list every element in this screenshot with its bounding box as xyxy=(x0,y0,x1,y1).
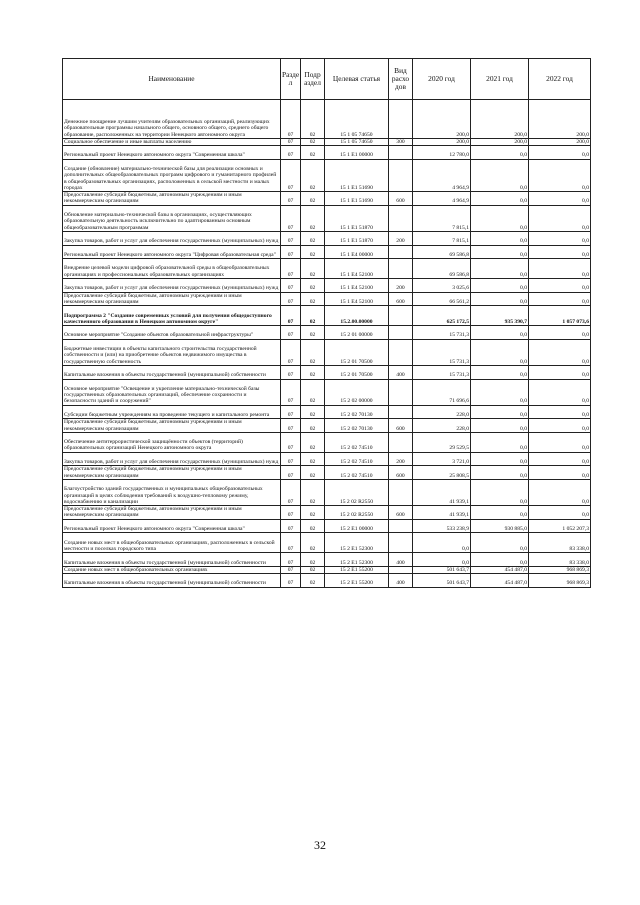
table-row xyxy=(63,231,591,245)
cell-2022: 200,0 xyxy=(529,138,591,145)
cell-podrazdel: 02 xyxy=(301,419,325,433)
cell-statya: 15 2 02 00000 xyxy=(325,379,389,405)
cell-statya: 15 1 E4 00000 xyxy=(325,245,389,259)
table-row xyxy=(63,452,591,466)
budget-table xyxy=(62,58,591,588)
cell-vid xyxy=(389,479,413,505)
cell-statya: 15.2.00.00000 xyxy=(325,306,389,326)
cell-vid xyxy=(389,519,413,533)
cell-podrazdel: 02 xyxy=(301,205,325,231)
cell-vid xyxy=(389,533,413,553)
cell-podrazdel: 02 xyxy=(301,292,325,306)
cell-name: Региональный проект Ненецкого автономного округа "Современная школа" xyxy=(63,519,281,533)
cell-razdel: 07 xyxy=(281,245,301,259)
cell-statya: 15 1 E1 51690 xyxy=(325,192,389,206)
cell-2020: 228,0 xyxy=(413,405,471,419)
cell-2021: 0,0 xyxy=(471,432,529,452)
cell-podrazdel: 02 xyxy=(301,519,325,533)
table-row xyxy=(63,146,591,160)
cell-statya: 15 1 E4 52100 xyxy=(325,279,389,293)
cell-2021: 935 390,7 xyxy=(471,306,529,326)
cell-vid: 600 xyxy=(389,192,413,206)
table-row xyxy=(63,306,591,326)
cell-podrazdel: 02 xyxy=(301,479,325,505)
cell-razdel: 07 xyxy=(281,205,301,231)
table-row xyxy=(63,192,591,206)
cell-2022: 968 869,3 xyxy=(529,566,591,573)
cell-podrazdel: 02 xyxy=(301,306,325,326)
cell-2020: 0,0 xyxy=(413,553,471,567)
cell-razdel: 07 xyxy=(281,519,301,533)
cell-statya: 15 2 02 70130 xyxy=(325,405,389,419)
cell-2020: 41 939,1 xyxy=(413,506,471,520)
cell-statya: 15 2 02 R2550 xyxy=(325,506,389,520)
table-row xyxy=(63,259,591,279)
cell-razdel: 07 xyxy=(281,326,301,340)
cell-razdel: 07 xyxy=(281,159,301,192)
cell-statya: 15 2 E1 00000 xyxy=(325,519,389,533)
cell-podrazdel: 02 xyxy=(301,231,325,245)
cell-vid: 400 xyxy=(389,365,413,379)
cell-name: Предоставление субсидий бюджетным, автономным учреждениям и иным некоммерческим организациям xyxy=(63,466,281,480)
cell-vid: 400 xyxy=(389,553,413,567)
cell-statya: 15 2 E1 52300 xyxy=(325,533,389,553)
cell-2021: 0,0 xyxy=(471,159,529,192)
cell-2021: 0,0 xyxy=(471,231,529,245)
cell-2022: 0,0 xyxy=(529,379,591,405)
cell-name: Денежное поощрение лучшим учителям образовательных организаций, реализующих образовательные программы начального общего, основного общего, среднего общего образование, расположенных на территории Ненецкого автономного округа xyxy=(63,100,281,139)
cell-2022: 0,0 xyxy=(529,245,591,259)
cell-vid: 600 xyxy=(389,419,413,433)
cell-podrazdel: 02 xyxy=(301,432,325,452)
cell-statya: 15 2 02 74510 xyxy=(325,432,389,452)
table-row xyxy=(63,279,591,293)
cell-name: Благоустройство зданий государственных и муниципальных общеобразовательных организаций в целях соблюдения требований к воздушно-тепловому режиму, водоснабжению и канализации xyxy=(63,479,281,505)
cell-vid xyxy=(389,405,413,419)
cell-razdel: 07 xyxy=(281,146,301,160)
cell-statya: 15 1 05 74650 xyxy=(325,100,389,139)
cell-vid xyxy=(389,245,413,259)
cell-2020: 25 808,5 xyxy=(413,466,471,480)
cell-2021: 454 487,0 xyxy=(471,566,529,573)
cell-vid: 600 xyxy=(389,466,413,480)
cell-vid xyxy=(389,306,413,326)
cell-razdel: 07 xyxy=(281,405,301,419)
cell-name: Региональный проект Ненецкого автономного округа "Современная школа" xyxy=(63,146,281,160)
cell-vid xyxy=(389,259,413,279)
table-row xyxy=(63,365,591,379)
cell-statya: 15 2 01 70500 xyxy=(325,365,389,379)
table-row xyxy=(63,553,591,567)
cell-razdel: 07 xyxy=(281,466,301,480)
cell-2021: 0,0 xyxy=(471,479,529,505)
cell-name: Обеспечение антитеррористической защищённости объектов (территорий) образовательных организаций Ненецкого автономного округа xyxy=(63,432,281,452)
cell-vid xyxy=(389,146,413,160)
cell-podrazdel: 02 xyxy=(301,245,325,259)
cell-name: Внедрение целевой модели цифровой образовательной среды в общеобразовательных организациях и профессиональных образовательных организациях xyxy=(63,259,281,279)
cell-vid xyxy=(389,100,413,139)
cell-name: Подпрограмма 2 "Создание современных условий для получения общедоступного качественного образования в Ненецком автономном округе" xyxy=(63,306,281,326)
table-header-row xyxy=(63,59,591,100)
cell-name: Создание (обновление) материально-технической базы для реализации основных и дополнительных общеобразовательных программ цифрового и гуманитарного профилей в общеобразовательных организациях, расположенных в сельской местности и малых городах xyxy=(63,159,281,192)
cell-2022: 200,0 xyxy=(529,100,591,139)
cell-2021: 0,0 xyxy=(471,405,529,419)
table-row xyxy=(63,566,591,573)
cell-2021: 0,0 xyxy=(471,506,529,520)
cell-2022: 0,0 xyxy=(529,146,591,160)
cell-2020: 66 561,2 xyxy=(413,292,471,306)
cell-podrazdel: 02 xyxy=(301,259,325,279)
cell-vid: 200 xyxy=(389,279,413,293)
cell-2022: 0,0 xyxy=(529,479,591,505)
cell-2020: 501 643,7 xyxy=(413,566,471,573)
cell-2020: 69 586,8 xyxy=(413,259,471,279)
cell-2020: 228,0 xyxy=(413,419,471,433)
cell-vid: 400 xyxy=(389,574,413,588)
cell-2022: 0,0 xyxy=(529,419,591,433)
cell-name: Капитальные вложения в объекты государственной (муниципальной) собственности xyxy=(63,365,281,379)
cell-name: Предоставление субсидий бюджетным, автономным учреждениям и иным некоммерческим организациям xyxy=(63,192,281,206)
cell-statya: 15 2 01 70500 xyxy=(325,339,389,365)
cell-2020: 7 815,1 xyxy=(413,231,471,245)
cell-razdel: 07 xyxy=(281,279,301,293)
cell-2022: 0,0 xyxy=(529,259,591,279)
cell-podrazdel: 02 xyxy=(301,279,325,293)
header-name: Наименование xyxy=(63,59,281,100)
header-vid: Вид расхо дов xyxy=(389,59,413,100)
cell-statya: 15 1 E4 52100 xyxy=(325,259,389,279)
cell-name: Предоставление субсидий бюджетным, автономным учреждениям и иным некоммерческим организациям xyxy=(63,292,281,306)
cell-vid: 600 xyxy=(389,506,413,520)
cell-name: Региональный проект Ненецкого автономного округа "Цифровая образовательная среда" xyxy=(63,245,281,259)
cell-2020: 4 964,9 xyxy=(413,192,471,206)
cell-2020: 533 238,9 xyxy=(413,519,471,533)
cell-podrazdel: 02 xyxy=(301,365,325,379)
cell-2021: 0,0 xyxy=(471,553,529,567)
cell-razdel: 07 xyxy=(281,553,301,567)
table-row xyxy=(63,466,591,480)
cell-vid xyxy=(389,566,413,573)
cell-2020: 625 172,5 xyxy=(413,306,471,326)
cell-2022: 0,0 xyxy=(529,326,591,340)
cell-2021: 0,0 xyxy=(471,419,529,433)
cell-razdel: 07 xyxy=(281,365,301,379)
cell-2021: 0,0 xyxy=(471,279,529,293)
cell-2021: 0,0 xyxy=(471,379,529,405)
cell-2020: 0,0 xyxy=(413,533,471,553)
cell-razdel: 07 xyxy=(281,292,301,306)
cell-podrazdel: 02 xyxy=(301,326,325,340)
cell-2021: 0,0 xyxy=(471,146,529,160)
cell-name: Основное мероприятие "Создание объектов образовательной инфраструктуры" xyxy=(63,326,281,340)
cell-razdel: 07 xyxy=(281,506,301,520)
cell-statya: 15 1 E1 51690 xyxy=(325,159,389,192)
cell-2022: 0,0 xyxy=(529,339,591,365)
cell-statya: 15 1 E1 51870 xyxy=(325,231,389,245)
table-row xyxy=(63,479,591,505)
cell-podrazdel: 02 xyxy=(301,533,325,553)
cell-vid: 200 xyxy=(389,452,413,466)
cell-razdel: 07 xyxy=(281,432,301,452)
cell-name: Бюджетные инвестиции в объекты капитального строительства государственной собственности и (или) на приобретение объектов недвижимого имущества в государственную собственность xyxy=(63,339,281,365)
cell-2021: 454 487,0 xyxy=(471,574,529,588)
cell-name: Закупка товаров, работ и услуг для обеспечения государственных (муниципальных) нужд xyxy=(63,231,281,245)
cell-name: Предоставление субсидий бюджетным, автономным учреждениям и иным некоммерческим организациям xyxy=(63,506,281,520)
cell-razdel: 07 xyxy=(281,574,301,588)
cell-razdel: 07 xyxy=(281,138,301,145)
cell-2022: 0,0 xyxy=(529,192,591,206)
cell-statya: 15 1 E1 00000 xyxy=(325,146,389,160)
cell-statya: 15 2 E1 55200 xyxy=(325,574,389,588)
cell-name: Субсидии бюджетным учреждениям на проведение текущего и капитального ремонта xyxy=(63,405,281,419)
cell-2022: 0,0 xyxy=(529,452,591,466)
cell-2020: 41 939,1 xyxy=(413,479,471,505)
cell-razdel: 07 xyxy=(281,379,301,405)
header-2020: 2020 год xyxy=(413,59,471,100)
cell-2020: 4 964,9 xyxy=(413,159,471,192)
cell-statya: 15 2 02 74510 xyxy=(325,466,389,480)
cell-2021: 0,0 xyxy=(471,365,529,379)
cell-razdel: 07 xyxy=(281,479,301,505)
cell-vid xyxy=(389,432,413,452)
cell-name: Закупка товаров, работ и услуг для обеспечения государственных (муниципальных) нужд xyxy=(63,279,281,293)
cell-name: Создание новых мест в общеобразовательных организациях xyxy=(63,566,281,573)
cell-2022: 83 338,0 xyxy=(529,533,591,553)
cell-2020: 12 780,0 xyxy=(413,146,471,160)
cell-2021: 200,0 xyxy=(471,138,529,145)
cell-razdel: 07 xyxy=(281,231,301,245)
cell-2022: 0,0 xyxy=(529,365,591,379)
cell-statya: 15 2 02 R2550 xyxy=(325,479,389,505)
cell-2020: 15 731,3 xyxy=(413,326,471,340)
cell-2021: 0,0 xyxy=(471,205,529,231)
table-body xyxy=(63,100,591,588)
header-statya: Целевая статья xyxy=(325,59,389,100)
cell-2021: 0,0 xyxy=(471,245,529,259)
cell-2022: 0,0 xyxy=(529,405,591,419)
table-row xyxy=(63,533,591,553)
table-row xyxy=(63,379,591,405)
cell-name: Капитальные вложения в объекты государственной (муниципальной) собственности xyxy=(63,574,281,588)
cell-2020: 69 586,8 xyxy=(413,245,471,259)
cell-podrazdel: 02 xyxy=(301,566,325,573)
page-number: 32 xyxy=(314,838,326,852)
table-row xyxy=(63,100,591,139)
cell-vid: 300 xyxy=(389,138,413,145)
cell-vid xyxy=(389,326,413,340)
cell-name: Социальное обеспечение и иные выплаты населению xyxy=(63,138,281,145)
cell-name: Капитальные вложения в объекты государственной (муниципальной) собственности xyxy=(63,553,281,567)
cell-razdel: 07 xyxy=(281,533,301,553)
cell-statya: 15 2 02 74510 xyxy=(325,452,389,466)
cell-2020: 3 025,6 xyxy=(413,279,471,293)
cell-razdel: 07 xyxy=(281,259,301,279)
cell-podrazdel: 02 xyxy=(301,574,325,588)
cell-2020: 3 721,0 xyxy=(413,452,471,466)
table-row xyxy=(63,405,591,419)
table-row xyxy=(63,205,591,231)
cell-2020: 15 731,3 xyxy=(413,365,471,379)
cell-2022: 0,0 xyxy=(529,231,591,245)
cell-vid xyxy=(389,339,413,365)
cell-podrazdel: 02 xyxy=(301,506,325,520)
cell-podrazdel: 02 xyxy=(301,339,325,365)
cell-2022: 0,0 xyxy=(529,506,591,520)
cell-podrazdel: 02 xyxy=(301,405,325,419)
cell-2022: 1 057 073,6 xyxy=(529,306,591,326)
header-2022: 2022 год xyxy=(529,59,591,100)
cell-podrazdel: 02 xyxy=(301,192,325,206)
cell-razdel: 07 xyxy=(281,452,301,466)
table-row xyxy=(63,506,591,520)
cell-2021: 0,0 xyxy=(471,533,529,553)
cell-2021: 0,0 xyxy=(471,326,529,340)
cell-statya: 15 1 E1 51870 xyxy=(325,205,389,231)
cell-2021: 0,0 xyxy=(471,292,529,306)
cell-2020: 7 815,1 xyxy=(413,205,471,231)
cell-2020: 200,0 xyxy=(413,138,471,145)
cell-vid: 600 xyxy=(389,292,413,306)
cell-2022: 0,0 xyxy=(529,279,591,293)
cell-statya: 15 1 05 74650 xyxy=(325,138,389,145)
cell-razdel: 07 xyxy=(281,339,301,365)
cell-name: Закупка товаров, работ и услуг для обеспечения государственных (муниципальных) нужд xyxy=(63,452,281,466)
cell-podrazdel: 02 xyxy=(301,379,325,405)
table-row xyxy=(63,574,591,588)
cell-2022: 968 869,3 xyxy=(529,574,591,588)
cell-statya: 15 2 E1 52300 xyxy=(325,553,389,567)
cell-2021: 0,0 xyxy=(471,192,529,206)
cell-vid xyxy=(389,205,413,231)
table-row xyxy=(63,138,591,145)
table-row xyxy=(63,432,591,452)
cell-2020: 200,0 xyxy=(413,100,471,139)
cell-2022: 1 052 207,3 xyxy=(529,519,591,533)
header-2021: 2021 год xyxy=(471,59,529,100)
cell-statya: 15 2 01 00000 xyxy=(325,326,389,340)
cell-razdel: 07 xyxy=(281,100,301,139)
cell-statya: 15 2 02 70130 xyxy=(325,419,389,433)
cell-podrazdel: 02 xyxy=(301,553,325,567)
cell-razdel: 07 xyxy=(281,192,301,206)
cell-2021: 0,0 xyxy=(471,339,529,365)
header-podrazdel: Подр аздел xyxy=(301,59,325,100)
cell-2021: 0,0 xyxy=(471,466,529,480)
cell-name: Основное мероприятие "Освещение и укрепление материально-технической базы государственных образовательных организаций, обеспечение сохранности и безопасности зданий и сооружений" xyxy=(63,379,281,405)
cell-name: Обновление материально-технической базы в организациях, осуществляющих образовательную деятельность исключительно по адаптированным основным общеобразовательным программам xyxy=(63,205,281,231)
cell-podrazdel: 02 xyxy=(301,159,325,192)
cell-2020: 29 529,5 xyxy=(413,432,471,452)
table-row xyxy=(63,159,591,192)
cell-statya: 15 2 E1 55200 xyxy=(325,566,389,573)
cell-podrazdel: 02 xyxy=(301,452,325,466)
cell-vid xyxy=(389,159,413,192)
table-row xyxy=(63,326,591,340)
cell-name: Создание новых мест в общеобразовательных организациях, расположенных в сельской местности и поселках городского типа xyxy=(63,533,281,553)
cell-podrazdel: 02 xyxy=(301,138,325,145)
header-razdel: Разде л xyxy=(281,59,301,100)
cell-podrazdel: 02 xyxy=(301,146,325,160)
cell-2021: 930 885,0 xyxy=(471,519,529,533)
cell-2022: 0,0 xyxy=(529,292,591,306)
cell-statya: 15 1 E4 52100 xyxy=(325,292,389,306)
cell-2022: 0,0 xyxy=(529,432,591,452)
table-row xyxy=(63,419,591,433)
cell-2022: 0,0 xyxy=(529,205,591,231)
cell-name: Предоставление субсидий бюджетным, автономным учреждениям и иным некоммерческим организациям xyxy=(63,419,281,433)
cell-podrazdel: 02 xyxy=(301,466,325,480)
cell-2021: 0,0 xyxy=(471,452,529,466)
table-row xyxy=(63,292,591,306)
table-row xyxy=(63,245,591,259)
cell-2021: 200,0 xyxy=(471,100,529,139)
cell-podrazdel: 02 xyxy=(301,100,325,139)
cell-vid: 200 xyxy=(389,231,413,245)
cell-2020: 71 696,6 xyxy=(413,379,471,405)
cell-razdel: 07 xyxy=(281,566,301,573)
cell-2022: 0,0 xyxy=(529,159,591,192)
cell-2020: 15 731,3 xyxy=(413,339,471,365)
cell-2021: 0,0 xyxy=(471,259,529,279)
cell-2020: 501 643,7 xyxy=(413,574,471,588)
cell-2022: 83 338,0 xyxy=(529,553,591,567)
table-row xyxy=(63,519,591,533)
cell-razdel: 07 xyxy=(281,419,301,433)
cell-2022: 0,0 xyxy=(529,466,591,480)
table-row xyxy=(63,339,591,365)
cell-razdel: 07 xyxy=(281,306,301,326)
cell-vid xyxy=(389,379,413,405)
